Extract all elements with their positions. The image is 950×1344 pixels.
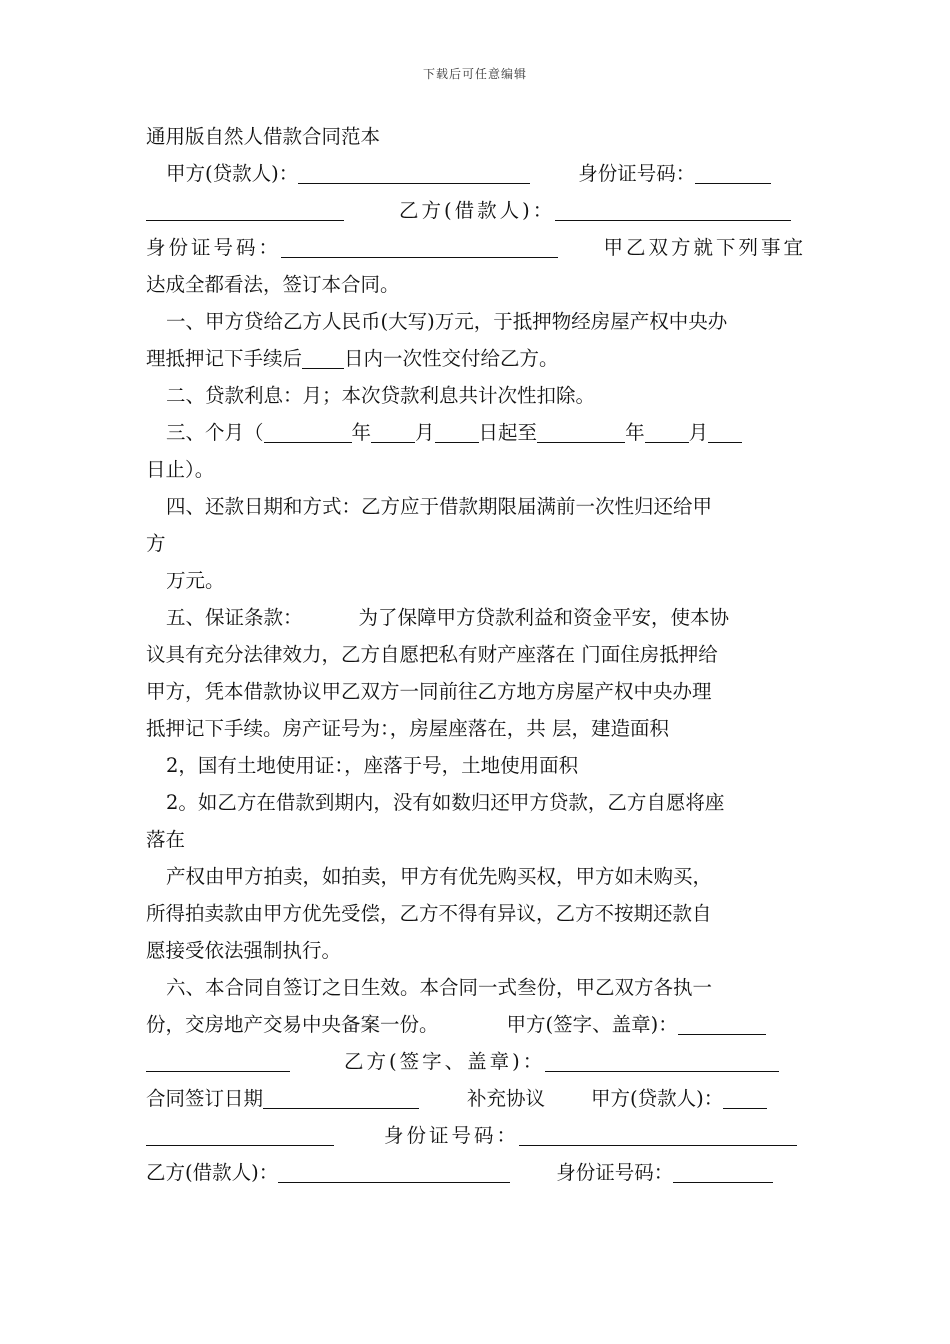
clause-5-line3: 甲方，凭本借款协议甲乙双方一同前往乙方地方房屋产权中央办理 bbox=[146, 680, 712, 703]
clause-4-line1: 四、还款日期和方式：乙方应于借款期限届满前一次性归还给甲 bbox=[166, 495, 713, 518]
start-month-blank[interactable] bbox=[371, 422, 415, 443]
intro-tail: 甲乙双方就下列事宜 bbox=[603, 236, 806, 259]
end-month-blank[interactable] bbox=[645, 422, 689, 443]
contract-body bbox=[146, 118, 806, 1191]
sup-lender-blank-cont[interactable] bbox=[146, 1125, 334, 1146]
lender-name-blank[interactable] bbox=[298, 163, 530, 184]
clause-3-line1: 三、个月（ 年 月 日起至 年 月 bbox=[146, 414, 806, 451]
sup-lender-label: 甲方(贷款人)： bbox=[591, 1087, 724, 1110]
borrower-id-label: 身份证号码： bbox=[146, 236, 282, 259]
clause-5-line10: 愿接受依法强制执行。 bbox=[146, 939, 342, 962]
lender-id-blank-cont[interactable] bbox=[146, 200, 344, 221]
days-blank[interactable] bbox=[302, 348, 344, 369]
clause-6-line2: 份，交房地产交易中央备案一份。 甲方(签字、盖章)： bbox=[146, 1006, 806, 1043]
intro-line2: 达成全都看法，签订本合同。 bbox=[146, 273, 400, 296]
borrower-line bbox=[146, 192, 806, 229]
clause-2: 二、贷款利息：月；本次贷款利息共计次性扣除。 bbox=[166, 384, 596, 407]
clause-5-line9: 所得拍卖款由甲方优先受偿，乙方不得有异议，乙方不按期还款自 bbox=[146, 902, 712, 925]
clause-5-line1: 五、保证条款： 为了保障甲方贷款利益和资金平安，使本协 bbox=[166, 606, 730, 629]
clause-4-line2: 方 bbox=[146, 532, 166, 555]
sup-borrower-blank[interactable] bbox=[278, 1162, 510, 1183]
sign-lender-label: 甲方(签字、盖章)： bbox=[506, 1013, 678, 1036]
start-year-blank[interactable] bbox=[264, 422, 352, 443]
sign-lender-blank[interactable] bbox=[678, 1014, 766, 1035]
clause-6-line1: 六、本合同自签订之日生效。本合同一式叁份，甲乙双方各执一 bbox=[166, 976, 713, 999]
lender-line bbox=[146, 155, 806, 192]
sign-date-label: 合同签订日期 bbox=[146, 1087, 264, 1110]
sign-lender-blank-cont[interactable] bbox=[146, 1051, 290, 1072]
sup-id-blank[interactable] bbox=[519, 1125, 797, 1146]
clause-1-line1: 一、甲方贷给乙方人民币(大写)万元，于抵押物经房屋产权中央办 bbox=[166, 310, 728, 333]
sup-id-label: 身份证号码： bbox=[384, 1124, 520, 1147]
borrower-name-blank[interactable] bbox=[555, 200, 791, 221]
sign-borrower-line bbox=[146, 1043, 806, 1080]
clause-5-line6: 2。如乙方在借款到期内，没有如数归还甲方贷款，乙方自愿将座 bbox=[166, 791, 725, 814]
borrower-id-blank[interactable] bbox=[281, 237, 558, 258]
borrower-label: 乙方(借款人)： bbox=[399, 199, 556, 222]
clause-5-line4: 抵押记下手续。房产证号为：，房屋座落在，共 层，建造面积 bbox=[146, 717, 669, 740]
lender-label: 甲方(贷款人)： bbox=[166, 162, 299, 185]
sign-date-line bbox=[146, 1080, 806, 1117]
end-year-blank[interactable] bbox=[537, 422, 625, 443]
sup-id2-blank[interactable] bbox=[673, 1162, 773, 1183]
end-day-blank[interactable] bbox=[708, 422, 742, 443]
clause-5-line2: 议具有充分法律效力，乙方自愿把私有财产座落在 门面住房抵押给 bbox=[146, 643, 718, 666]
clause-5-line8: 产权由甲方拍卖，如拍卖，甲方有优先购买权，甲方如未购买， bbox=[166, 865, 713, 888]
sign-borrower-blank[interactable] bbox=[545, 1051, 779, 1072]
sup-id2-label: 身份证号码： bbox=[556, 1161, 674, 1184]
sup-id-line bbox=[146, 1117, 806, 1154]
clause-4-line3: 万元。 bbox=[166, 569, 225, 592]
lender-id-blank[interactable] bbox=[695, 163, 771, 184]
sign-borrower-label: 乙方(签字、盖章)： bbox=[344, 1050, 546, 1073]
lender-id-label: 身份证号码： bbox=[578, 162, 696, 185]
supplement-label: 补充协议 bbox=[467, 1087, 546, 1110]
start-day-blank[interactable] bbox=[435, 422, 479, 443]
sign-date-blank[interactable] bbox=[263, 1088, 419, 1109]
clause-5-line7: 落在 bbox=[146, 828, 186, 851]
page-header: 下载后可任意编辑 bbox=[422, 67, 527, 81]
clause-3-line2: 日止）。 bbox=[146, 458, 215, 481]
clause-5-line5: 2，国有土地使用证：，座落于号，土地使用面积 bbox=[166, 754, 579, 777]
sup-lender-blank[interactable] bbox=[723, 1088, 767, 1109]
document-title: 通用版自然人借款合同范本 bbox=[146, 125, 381, 148]
sup-borrower-label: 乙方(借款人)： bbox=[146, 1161, 279, 1184]
borrower-id-line bbox=[146, 229, 806, 266]
sup-borrower-line bbox=[146, 1154, 806, 1191]
clause-1-line2: 理抵押记下手续后 日内一次性交付给乙方。 bbox=[146, 347, 559, 370]
